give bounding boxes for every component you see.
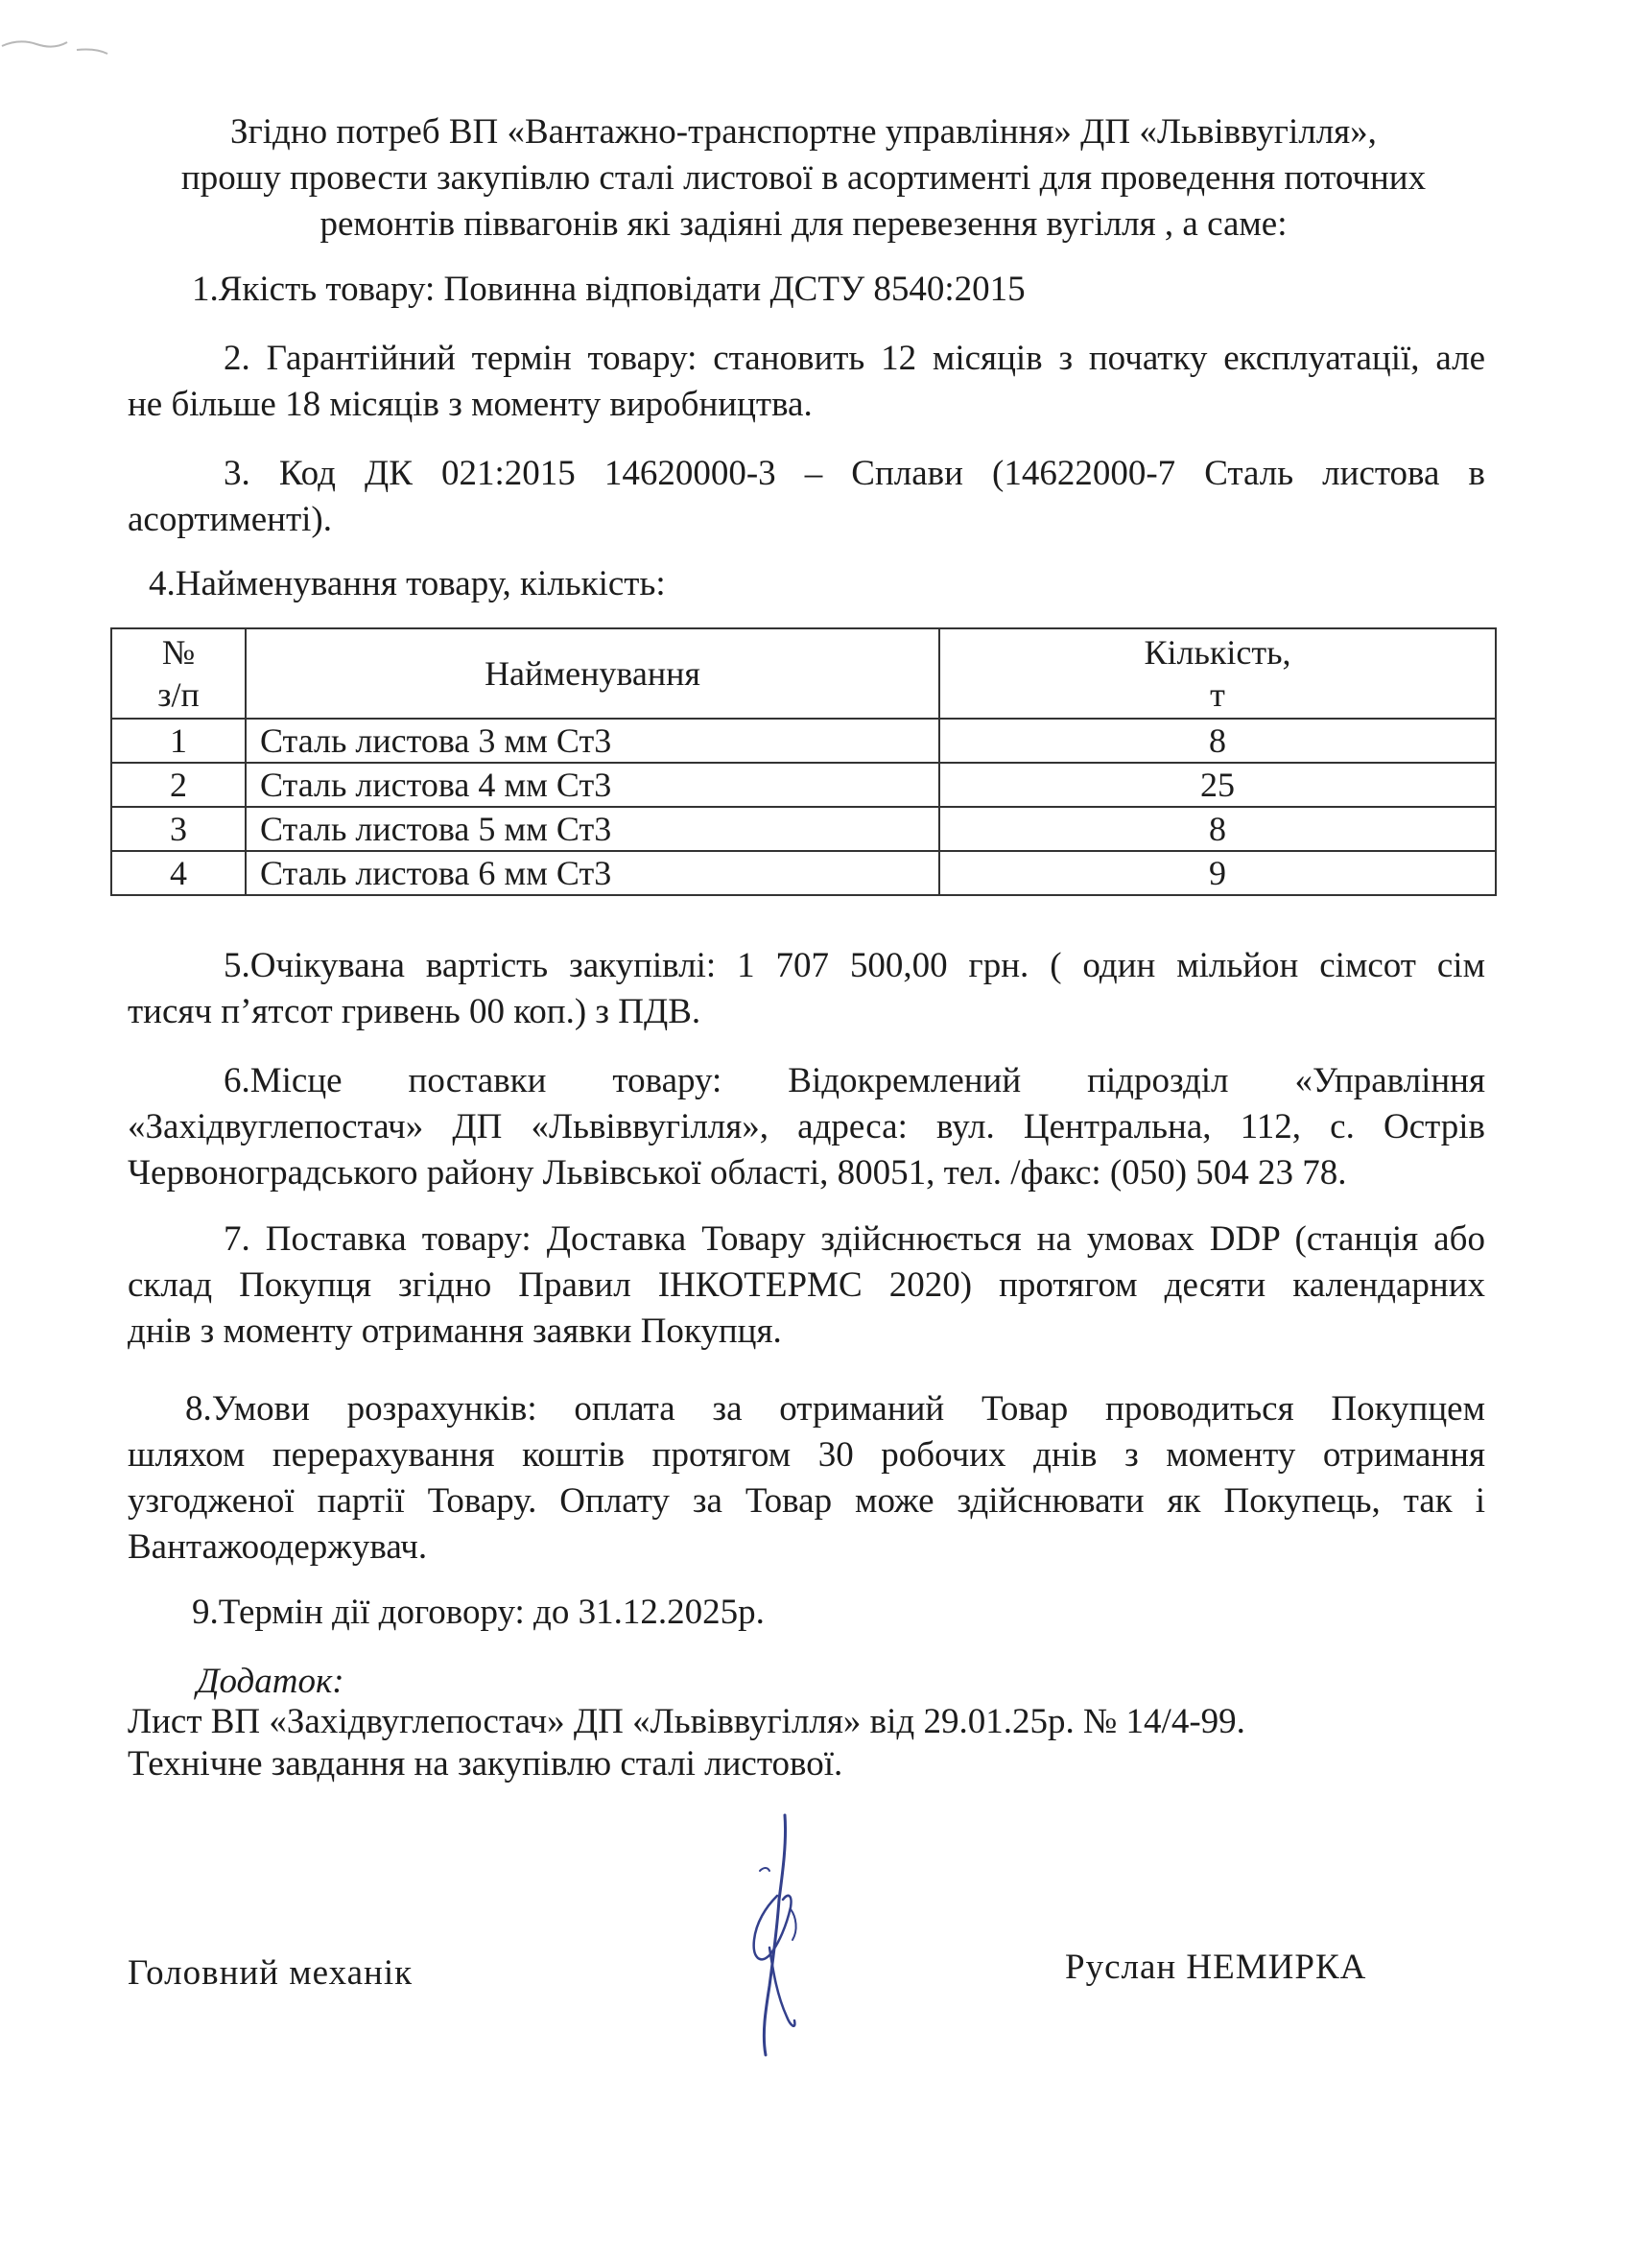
table-row [111,807,1496,851]
warranty-line: 2. Гарантійний термін товару: становить 12 місяців з початку експлуатації, але [224,339,1485,378]
code-item [128,451,1485,543]
header-qty-line: Кількість, [1144,633,1291,672]
row-name: Сталь листова 4 мм Ст3 [246,763,939,807]
intro-line: Згідно потреб ВП «Вантажно-транспортне управління» ДП «Львіввугілля», [230,112,1377,152]
cost-line: 5.Очікувана вартість закупівлі: 1 707 500,00 грн. ( один мільйон сімсот сім [224,946,1485,985]
place-item [128,1058,1485,1196]
warranty-item [128,336,1485,428]
handwritten-signature [710,1804,844,2063]
payment-item [128,1386,1485,1571]
intro-line: ремонтів піввагонів які задіяні для перевезення вугілля , а саме: [319,204,1288,244]
warranty-line: не більше 18 місяців з моменту виробництва. [128,385,813,424]
header-num-line: № [161,633,196,672]
row-qty: 8 [939,719,1496,763]
code-line: 3. Код ДК 021:2015 14620000-3 – Сплави (14622000-7 Сталь листова в [224,454,1485,493]
cost-item [128,943,1485,1035]
header-qty-line: т [1210,675,1225,714]
row-name: Сталь листова 6 мм Ст3 [246,851,939,895]
row-num: 4 [111,851,246,895]
table-row [111,719,1496,763]
header-num [111,628,246,719]
header-qty [939,628,1496,719]
payment-line: шляхом перерахування коштів протягом 30 робочих днів з моменту отримання [128,1435,1485,1475]
header-num-line: з/п [157,675,200,714]
place-line: Червоноградського району Львівської області, 80051, тел. /факс: (050) 504 23 78. [128,1153,1347,1193]
table-row [111,763,1496,807]
table-header-row [111,628,1496,719]
row-qty: 25 [939,763,1496,807]
delivery-line: склад Покупця згідно Правил ІНКОТЕРМС 2020) протягом десяти календарних [128,1265,1485,1305]
payment-line: узгодженої партії Товару. Оплату за Товар може здійснювати як Покупець, так і [128,1481,1485,1521]
place-line: «Західвуглепостач» ДП «Львіввугілля», адреса: вул. Центральна, 112, с. Острів [128,1107,1485,1146]
scan-mark [0,29,154,67]
row-qty: 8 [939,807,1496,851]
row-num: 3 [111,807,246,851]
appendix-line: Лист ВП «Західвуглепостач» ДП «Львіввугілля» від 29.01.25р. № 14/4-99. [128,1702,1245,1741]
signatory-name: Руслан НЕМИРКА [1065,1948,1367,1987]
row-num: 1 [111,719,246,763]
row-name: Сталь листова 3 мм Ст3 [246,719,939,763]
intro-paragraph [125,109,1482,248]
appendix-line: Технічне завдання на закупівлю сталі листової. [128,1744,843,1784]
cost-line: тисяч п’ятсот гривень 00 коп.) з ПДВ. [128,992,701,1031]
goods-table [110,627,1497,896]
row-qty: 9 [939,851,1496,895]
term-item: 9.Термін дії договору: до 31.12.2025р. [192,1593,765,1632]
appendix-title: Додаток: [197,1662,344,1701]
payment-line: 8.Умови розрахунків: оплата за отриманий Товар проводиться Покупцем [185,1389,1485,1429]
delivery-item [128,1217,1485,1355]
code-line: асортименті). [128,500,332,539]
names-heading: 4.Найменування товару, кількість: [149,564,666,603]
place-line: 6.Місце поставки товару: Відокремлений підрозділ «Управління [224,1061,1485,1100]
header-name: Найменування [246,628,939,719]
payment-line: Вантажоодержувач. [128,1527,428,1567]
table-row [111,851,1496,895]
row-num: 2 [111,763,246,807]
delivery-line: 7. Поставка товару: Доставка Товару здійснюється на умовах DDP (станція або [224,1219,1485,1259]
row-name: Сталь листова 5 мм Ст3 [246,807,939,851]
delivery-line: днів з моменту отримання заявки Покупця. [128,1311,782,1351]
intro-line: прошу провести закупівлю сталі листової в асортименті для проведення поточних [180,158,1427,198]
signatory-position: Головний механік [128,1953,414,1993]
quality-item: 1.Якість товару: Повинна відповідати ДСТУ 8540:2015 [192,270,1026,309]
